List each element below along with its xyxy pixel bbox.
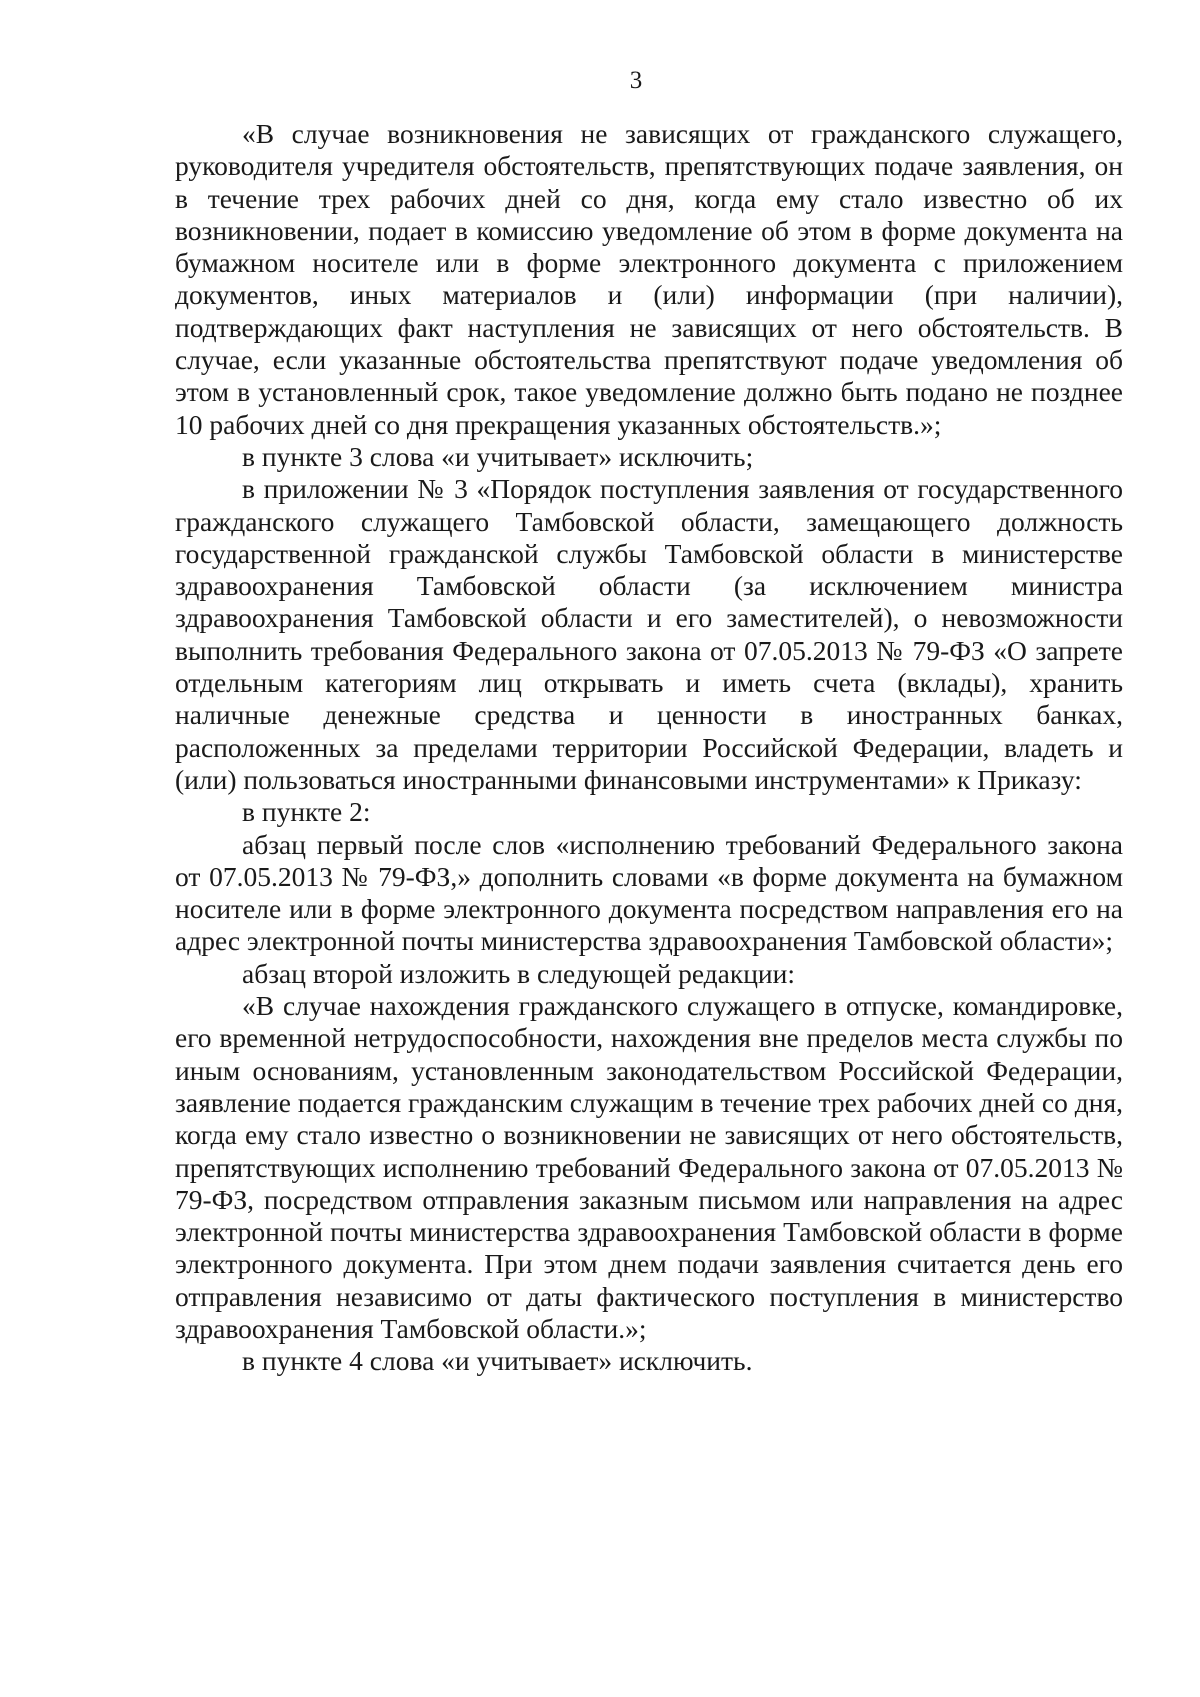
page-number: 3 xyxy=(629,67,643,94)
paragraph: «В случае возникновения не зависящих от гражданского служащего, руководителя учредителя обстоятельств, препятствующих подаче заявления, он в течение трех рабочих дней со дня, когда ему стало известно об их возникновении, подает в комиссию уведомление об этом в форме документа на бумажном носителе или в форме электронного документа с приложением документов, иных материалов и (или) информации (при наличии), подтверждающих факт наступления не зависящих от него обстоятельств. В случае, если указанные обстоятельства препятствуют подаче уведомления об этом в установленный срок, такое уведомление должно быть подано не позднее 10 рабочих дней со дня прекращения указанных обстоятельств.»; xyxy=(175,118,1123,440)
paragraph: в пункте 3 слова «и учитывает» исключить; xyxy=(242,440,754,472)
paragraph: в приложении № 3 «Порядок поступления заявления от государственного гражданского служащего Тамбовской области, замещающего должность государственной гражданской службы Тамбовской области в министерстве здравоохранения Тамбовской области (за исключением министра здравоохранения Тамбовской области и его заместителей), о невозможности выполнить требования Федерального закона от 07.05.2013 № 79-ФЗ «О запрете отдельным категориям лиц открывать и иметь счета (вклады), хранить наличные денежные средства и ценности в иностранных банках, расположенных за пределами территории Российской Федерации, владеть и (или) пользоваться иностранными финансовыми инструментами» к Приказу: xyxy=(175,473,1123,795)
document-body xyxy=(175,118,1123,1378)
paragraph: в пункте 4 слова «и учитывает» исключить. xyxy=(242,1345,753,1377)
paragraph: абзац второй изложить в следующей редакции: xyxy=(242,957,796,989)
paragraph: «В случае нахождения гражданского служащего в отпуске, командировке, его временной нетрудоспособности, нахождения вне пределов места службы по иным основаниям, установленным законодательством Российской Федерации, заявление подается гражданским служащим в течение трех рабочих дней со дня, когда ему стало известно о возникновении не зависящих от него обстоятельств, препятствующих исполнению требований Федерального закона от 07.05.2013 № 79-ФЗ, посредством отправления заказным письмом или направления на адрес электронной почты министерства здравоохранения Тамбовской области в форме электронного документа. При этом днем подачи заявления считается день его отправления независимо от даты фактического поступления в министерство здравоохранения Тамбовской области.»; xyxy=(175,990,1123,1344)
paragraph: в пункте 2: xyxy=(242,796,371,828)
paragraph: абзац первый после слов «исполнению требований Федерального закона от 07.05.2013 № 79-ФЗ,» дополнить словами «в форме документа на бумажном носителе или в форме электронного документа посредством направления его на адрес электронной почты министерства здравоохранения Тамбовской области»; xyxy=(175,828,1123,957)
